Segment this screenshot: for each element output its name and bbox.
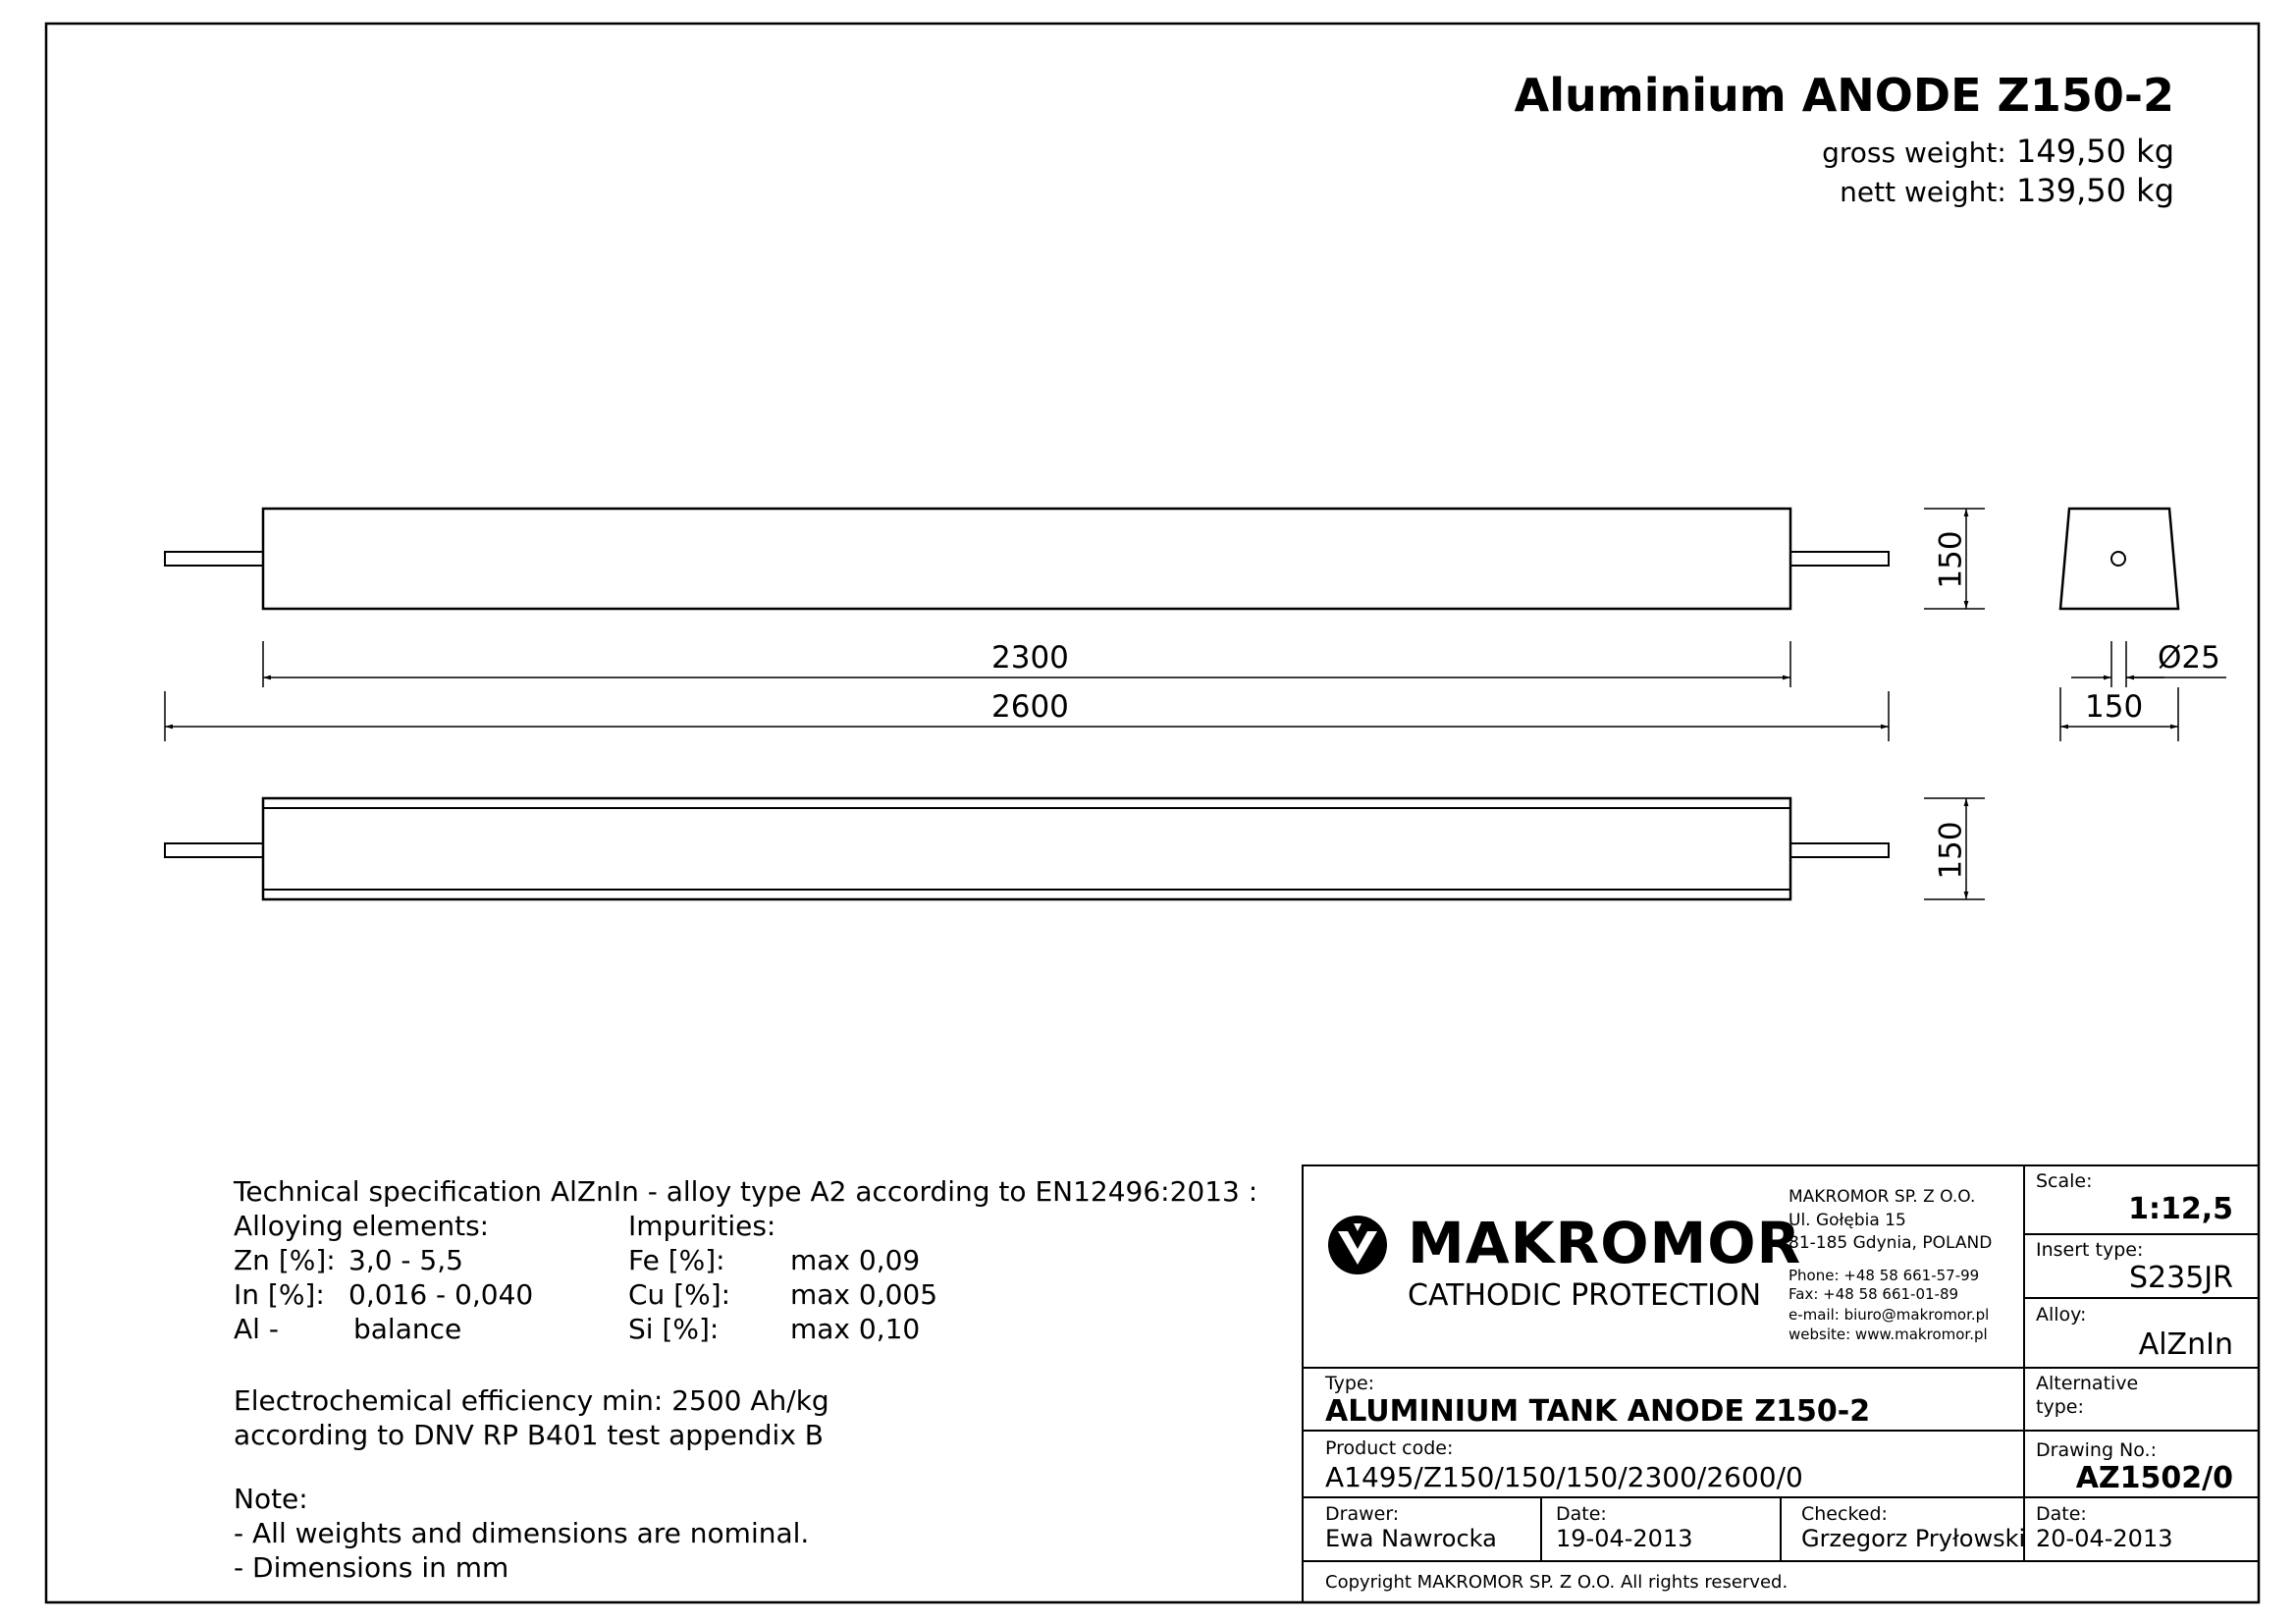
scale-value: 1:12,5	[2128, 1192, 2233, 1226]
nett-weight	[1840, 172, 2174, 209]
dim-150-end-label: 150	[2085, 689, 2144, 725]
insert-type-value: S235JR	[2129, 1261, 2233, 1295]
alloy-al-element: Al -	[234, 1313, 279, 1345]
copyright: Copyright MAKROMOR SP. Z O.O. All rights reserved.	[1325, 1572, 1789, 1593]
alloy-value: AlZnIn	[2138, 1327, 2233, 1362]
anode-top-view	[165, 509, 1889, 609]
date2-label: Date:	[2036, 1503, 2087, 1525]
note-heading: Note:	[234, 1483, 308, 1515]
note-line1: - All weights and dimensions are nominal.	[234, 1517, 810, 1549]
impurity-cu-element: Cu [%]:	[628, 1278, 731, 1311]
drawer-value: Ewa Nawrocka	[1325, 1525, 1497, 1552]
impurity-fe-value: max 0,09	[790, 1244, 921, 1276]
address-city: 81-185 Gdynia, POLAND	[1789, 1233, 1993, 1253]
anode-side-view	[165, 798, 1889, 899]
page-frame	[46, 24, 2259, 1602]
gross-weight	[1822, 133, 2174, 170]
email: e-mail: biuro@makromor.pl	[1789, 1306, 1990, 1324]
dim-2600-label: 2600	[991, 689, 1069, 725]
alternative-type-label-1: Alternative	[2036, 1373, 2139, 1394]
drawing-title: Aluminium ANODE Z150-2	[1514, 69, 2174, 122]
insert-type-label: Insert type:	[2036, 1239, 2144, 1261]
note-line2: - Dimensions in mm	[234, 1551, 509, 1584]
product-code-value: A1495/Z150/150/150/2300/2600/0	[1325, 1461, 1803, 1493]
impurities-heading: Impurities:	[628, 1210, 776, 1242]
address-name: MAKROMOR SP. Z O.O.	[1789, 1187, 1976, 1207]
checked-label: Checked:	[1801, 1503, 1888, 1525]
date2-value: 20-04-2013	[2036, 1525, 2173, 1552]
fax: Fax: +48 58 661-01-89	[1789, 1285, 1959, 1303]
dim-dia-25-label: Ø25	[2158, 640, 2220, 676]
impurity-fe-element: Fe [%]:	[628, 1244, 725, 1276]
anode-end-view	[2060, 509, 2178, 609]
makromor-logo-mark	[1328, 1216, 1387, 1274]
alternative-type-label-2: type:	[2036, 1396, 2084, 1418]
dim-150-top-label: 150	[1933, 530, 1969, 589]
alloy-al-value: balance	[353, 1313, 462, 1345]
spec-heading: Technical specification AlZnIn - alloy type A2 according to EN12496:2013 :	[234, 1175, 1258, 1208]
checked-value: Grzegorz Pryłowski	[1801, 1525, 2026, 1552]
alloy-zn-element: Zn [%]:	[234, 1244, 336, 1276]
drawing-no-value: AZ1502/0	[2075, 1461, 2233, 1495]
phone: Phone: +48 58 661-57-99	[1789, 1267, 1980, 1284]
impurity-si-value: max 0,10	[790, 1313, 921, 1345]
alloying-heading: Alloying elements:	[234, 1210, 490, 1242]
impurity-cu-value: max 0,005	[790, 1278, 938, 1311]
alloy-zn-value: 3,0 - 5,5	[348, 1244, 463, 1276]
impurity-si-element: Si [%]:	[628, 1313, 720, 1345]
gross-weight-label: gross weight:	[1822, 136, 2006, 169]
address-street: Ul. Gołębia 15	[1789, 1211, 1906, 1230]
date1-value: 19-04-2013	[1556, 1525, 1693, 1552]
type-label: Type:	[1325, 1373, 1375, 1394]
website: website: www.makromor.pl	[1789, 1326, 1988, 1343]
alloy-label: Alloy:	[2036, 1304, 2087, 1326]
nett-weight-label: nett weight:	[1840, 176, 2006, 208]
gross-weight-value: 149,50 kg	[2016, 133, 2174, 170]
alloy-in-element: In [%]:	[234, 1278, 325, 1311]
date1-label: Date:	[1556, 1503, 1607, 1525]
efficiency-line1: Electrochemical efficiency min: 2500 Ah/kg	[234, 1384, 829, 1417]
dim-2300-label: 2300	[991, 640, 1069, 676]
efficiency-line2: according to DNV RP B401 test appendix B	[234, 1419, 825, 1451]
type-value: ALUMINIUM TANK ANODE Z150-2	[1325, 1394, 1871, 1429]
drawing-no-label: Drawing No.:	[2036, 1439, 2157, 1461]
drawer-label: Drawer:	[1325, 1503, 1400, 1525]
scale-label: Scale:	[2036, 1170, 2093, 1192]
product-code-label: Product code:	[1325, 1437, 1454, 1459]
company-name: MAKROMOR	[1408, 1210, 1802, 1276]
dim-150-side-label: 150	[1933, 821, 1969, 880]
nett-weight-value: 139,50 kg	[2016, 172, 2174, 209]
alloy-in-value: 0,016 - 0,040	[348, 1278, 534, 1311]
company-tagline: CATHODIC PROTECTION	[1408, 1278, 1762, 1313]
